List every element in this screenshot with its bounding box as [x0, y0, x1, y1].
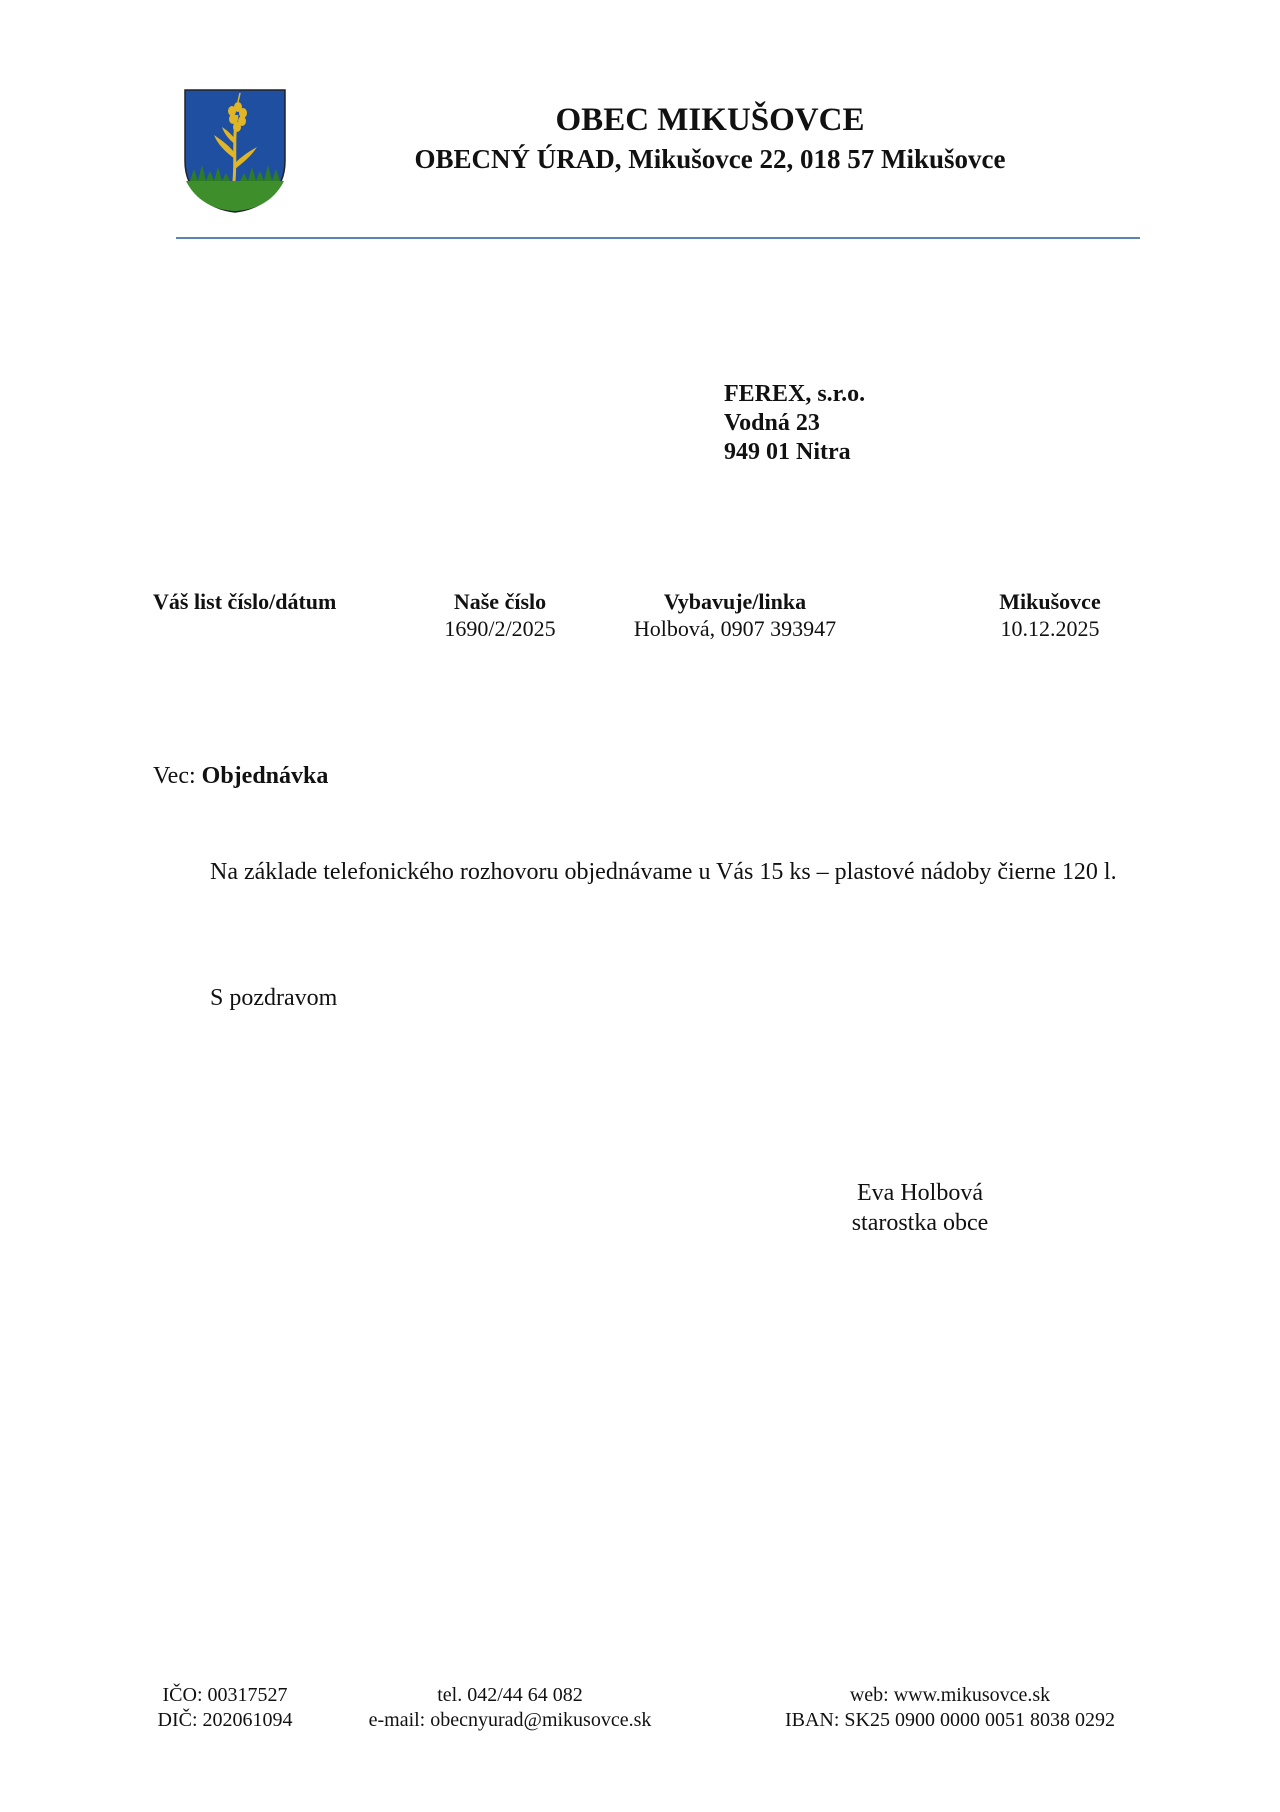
recipient-name: FEREX, s.r.o.	[724, 381, 866, 407]
municipality-name: OBEC MIKUŠOVCE	[555, 102, 865, 138]
footer-dic: DIČ: 202061094	[157, 1709, 293, 1731]
your-letter-column	[153, 588, 336, 615]
body-paragraph: Na základe telefonického rozhovoru objednávame u Vás 15 ks – plastové nádoby čierne 120 l.	[210, 859, 1117, 885]
signature-block	[820, 1178, 1020, 1238]
place-date-column	[975, 588, 1125, 642]
footer-iban: IBAN: SK25 0900 0000 0051 8038 0292	[784, 1709, 1115, 1731]
footer-ids	[130, 1683, 320, 1733]
handled-by-label: Vybavuje/linka	[663, 589, 807, 614]
our-number-label: Naše číslo	[453, 589, 547, 614]
subject-line	[153, 763, 328, 790]
our-number-value: 1690/2/2025	[444, 616, 556, 641]
recipient-street: Vodná 23	[724, 410, 820, 436]
header-divider	[176, 237, 1140, 239]
letter-date: 10.12.2025	[1000, 616, 1100, 641]
your-letter-label: Váš list číslo/dátum	[153, 589, 337, 614]
footer-ico: IČO: 00317527	[162, 1684, 288, 1706]
coat-of-arms-icon	[184, 89, 286, 213]
footer-web-bank	[740, 1683, 1160, 1733]
recipient-city: 949 01 Nitra	[724, 439, 851, 465]
subject-value: Objednávka	[201, 763, 329, 789]
our-number-column	[420, 588, 580, 642]
recipient-address	[724, 380, 865, 467]
closing-greeting: S pozdravom	[210, 985, 338, 1011]
office-address: OBECNÝ ÚRAD, Mikušovce 22, 018 57 Mikušovce	[414, 144, 1006, 174]
footer-web: web: www.mikusovce.sk	[849, 1684, 1051, 1706]
subject-label: Vec:	[153, 763, 196, 789]
handled-by-column	[595, 588, 875, 642]
signatory-title: starostka obce	[851, 1210, 989, 1236]
signatory-name: Eva Holbová	[857, 1180, 983, 1206]
footer-contact	[330, 1683, 690, 1733]
handled-by-value: Holbová, 0907 393947	[633, 616, 837, 641]
place-label: Mikušovce	[999, 589, 1101, 614]
footer-tel: tel. 042/44 64 082	[437, 1684, 583, 1706]
footer-email: e-mail: obecnyurad@mikusovce.sk	[368, 1709, 652, 1731]
